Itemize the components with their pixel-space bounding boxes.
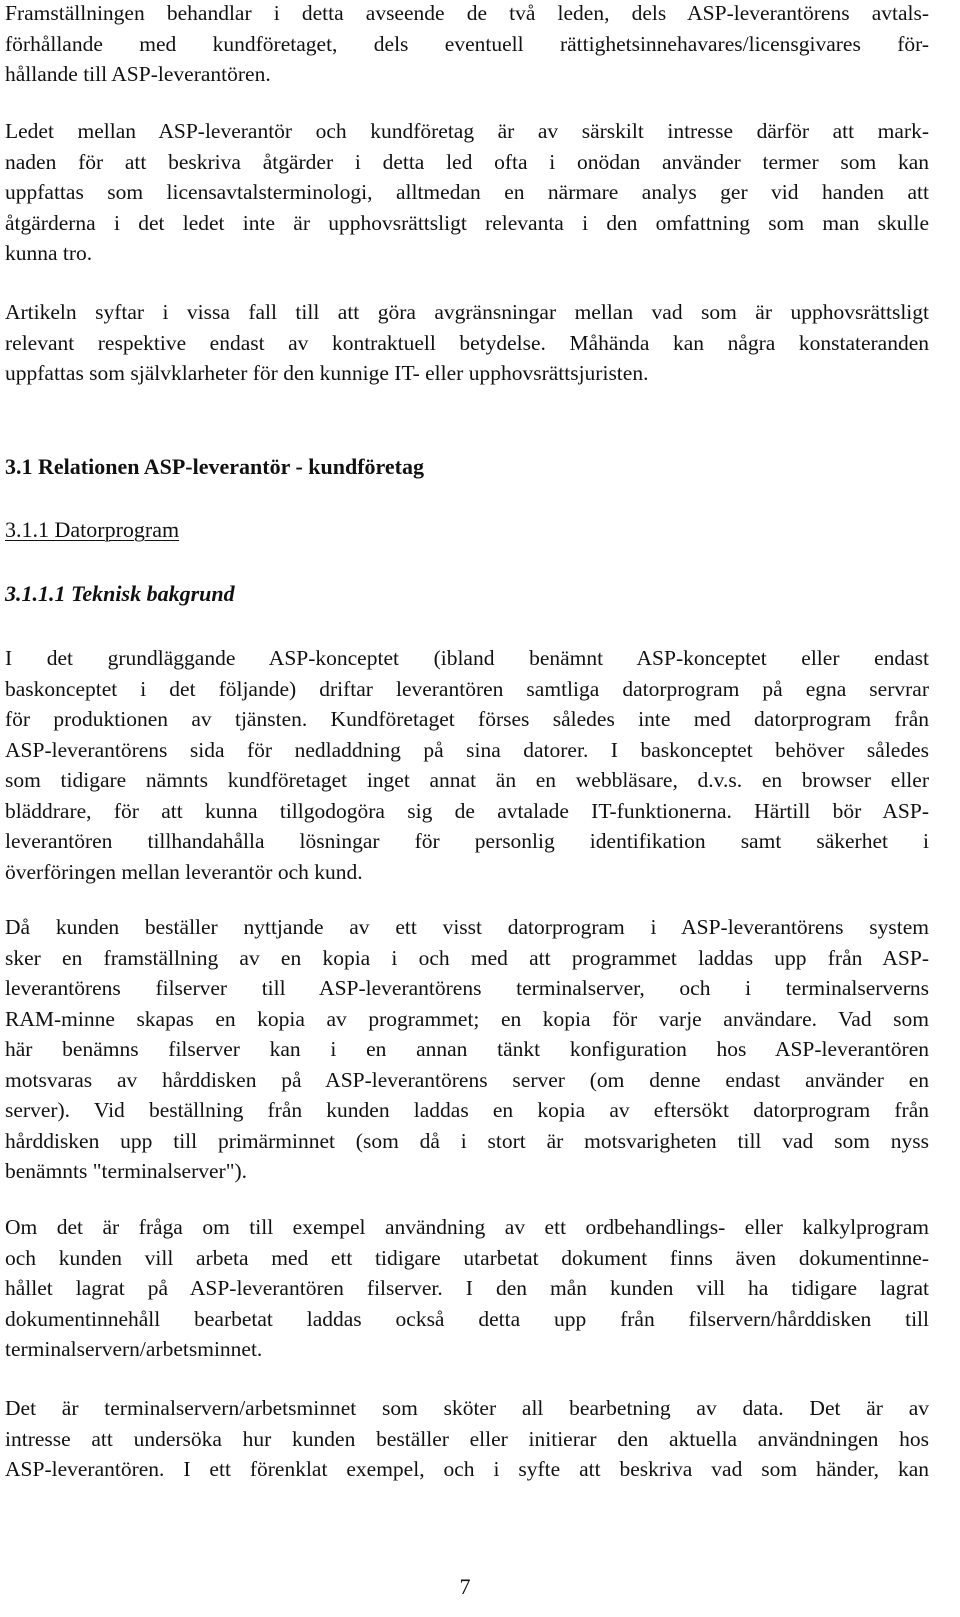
text-line: benämnts "terminalserver"). bbox=[5, 1159, 248, 1183]
text-line: Om det är fråga om till exempel användning av ett ordbehandlings- eller kalkylprogram bbox=[5, 1215, 929, 1239]
text-line: åtgärderna i det ledet inte är upphovsrättsligt relevanta i den omfattning som man skulle bbox=[5, 210, 929, 235]
text-line: leverantörens filserver till ASP-leverantörens terminalserver, och i terminalserverns bbox=[5, 976, 929, 1000]
text-line: bläddrare, för att kunna tillgodogöra sig de avtalade IT-funktionerna. Härtill bör ASP- bbox=[5, 798, 929, 823]
text-line: terminalservern/arbetsminnet. bbox=[5, 1337, 263, 1361]
text-line: kunna tro. bbox=[5, 241, 93, 265]
text-line: för produktionen av tjänsten. Kundföretaget förses således inte med datorprogram från bbox=[5, 707, 929, 731]
text-line: baskonceptet i det följande) driftar leverantören samtliga datorprogram på egna servrar bbox=[5, 676, 929, 701]
text-line: uppfattas som självklarheter för den kunnige IT- eller upphovsrättsjuristen. bbox=[5, 361, 649, 385]
text-line: som tidigare nämnts kundföretaget inget annat än en webbläsare, d.v.s. en browser eller bbox=[5, 768, 929, 792]
paragraph-det-ar bbox=[5, 1393, 929, 1485]
text-line: intresse att undersöka hur kunden beställer eller initierar den aktuella användningen hos bbox=[5, 1426, 929, 1451]
text-line: förhållande med kundföretaget, dels eventuell rättighetsinnehavares/licensgivares för- bbox=[5, 31, 929, 56]
text-line: hårddisken upp till primärminnet (som då i stort är motsvarigheten till vad som nyss bbox=[5, 1128, 929, 1153]
paragraph-ledet bbox=[5, 116, 929, 269]
subsection-heading: 3.1.1 Datorprogram bbox=[5, 517, 180, 542]
subsubsection-heading: 3.1.1.1 Teknisk bakgrund bbox=[5, 581, 235, 606]
text-line: Ledet mellan ASP-leverantör och kundföretag är av särskilt intresse därför att mark- bbox=[5, 119, 929, 143]
text-line: sker en framställning av en kopia i och med att programmet laddas upp från ASP- bbox=[5, 945, 929, 970]
text-line: här benämns filserver kan i en annan tänkt konfiguration hos ASP-leverantören bbox=[5, 1037, 929, 1061]
text-line: naden för att beskriva åtgärder i detta led ofta i onödan använder termer som kan bbox=[5, 149, 929, 174]
text-line: relevant respektive endast av kontraktuell betydelse. Måhända kan några konstateranden bbox=[5, 330, 929, 355]
text-line: överföringen mellan leverantör och kund. bbox=[5, 859, 363, 884]
text-line: motsvaras av hårddisken på ASP-leverantörens server (om denne endast använder en bbox=[5, 1067, 929, 1092]
text-line: ASP-leverantörens sida för nedladdning på sina datorer. I baskonceptet behöver således bbox=[5, 737, 929, 762]
text-line: uppfattas som licensavtalsterminologi, alltmedan en närmare analys ger vid handen att bbox=[5, 180, 929, 204]
paragraph-artikeln bbox=[5, 297, 929, 389]
text-line: Det är terminalservern/arbetsminnet som sköter all bearbetning av data. Det är av bbox=[5, 1396, 929, 1420]
paragraph-grundlaggande bbox=[5, 643, 929, 887]
text-line: dokumentinnehåll bearbetat laddas också detta upp från filservern/hårddisken till bbox=[5, 1306, 929, 1331]
paragraph-da-kunden bbox=[5, 912, 929, 1187]
text-line: ASP-leverantören. I ett förenklat exempel, och i syfte att beskriva vad som händer, kan bbox=[5, 1457, 929, 1481]
text-line: hållande till ASP-leverantören. bbox=[5, 62, 271, 86]
section-heading: 3.1 Relationen ASP-leverantör - kundföretag bbox=[5, 454, 424, 479]
text-line: Då kunden beställer nyttjande av ett visst datorprogram i ASP-leverantörens system bbox=[5, 915, 929, 939]
text-line: server). Vid beställning från kunden laddas en kopia av eftersökt datorprogram från bbox=[5, 1098, 929, 1122]
page-number: 7 bbox=[459, 1574, 471, 1599]
paragraph-intro bbox=[5, 0, 929, 90]
text-line: hållet lagrat på ASP-leverantören filserver. I den mån kunden vill ha tidigare lagrat bbox=[5, 1276, 929, 1300]
text-line: RAM-minne skapas en kopia av programmet; en kopia för varje användare. Vad som bbox=[5, 1006, 929, 1031]
text-line: Artikeln syftar i vissa fall till att göra avgränsningar mellan vad som är upphovsrättsligt bbox=[5, 300, 929, 324]
text-line: Framställningen behandlar i detta avseende de två leden, dels ASP-leverantörens avtals- bbox=[5, 1, 929, 25]
text-line: I det grundläggande ASP-konceptet (ibland benämnt ASP-konceptet eller endast bbox=[5, 646, 929, 670]
text-line: och kunden vill arbeta med ett tidigare utarbetat dokument finns även dokumentinne- bbox=[5, 1245, 929, 1270]
text-line: leverantören tillhandahålla lösningar för personlig identifikation samt säkerhet i bbox=[5, 829, 929, 853]
paragraph-om-det bbox=[5, 1212, 929, 1365]
